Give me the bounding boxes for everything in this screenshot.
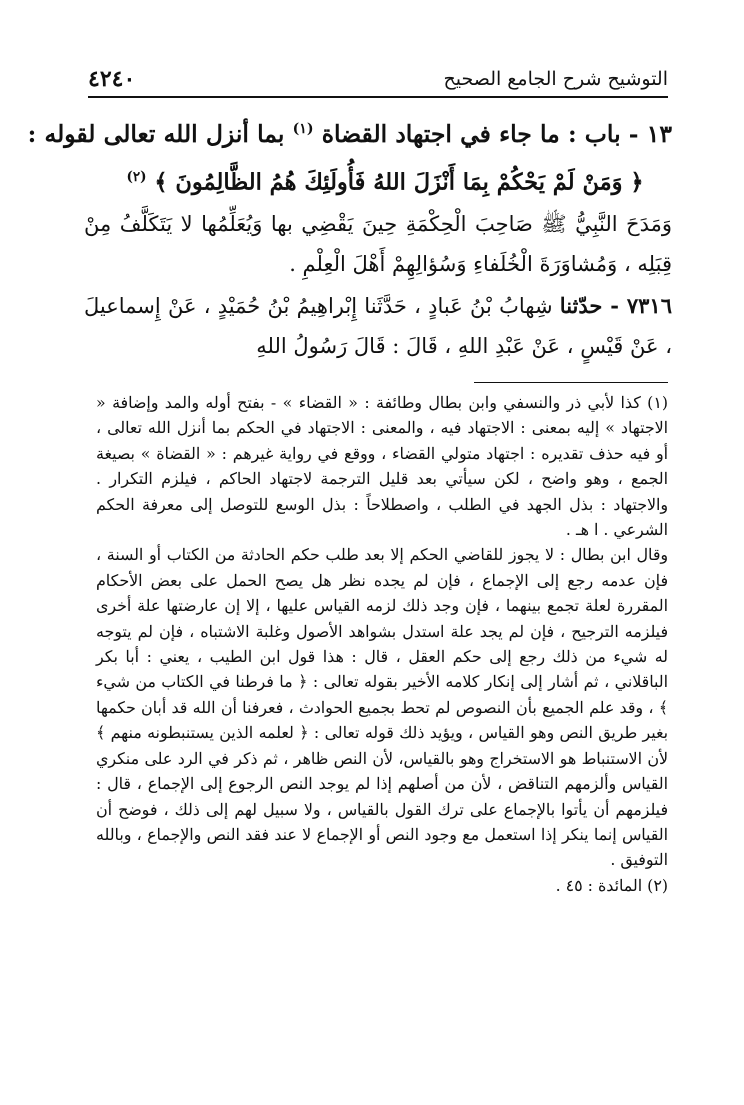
chapter-heading (27, 108, 672, 155)
footnote-ref-1: (١) (292, 121, 314, 137)
main-text (27, 108, 672, 366)
chapter-heading-tail: بما أنزل الله تعالى لقوله : (27, 119, 285, 148)
header-divider (88, 96, 668, 98)
hadith-paragraph (84, 286, 672, 366)
footnote-1: (١) كذا لأبي ذر والنسفي وابن بطال وطائفة : « القضاء » - بفتح أوله والمد وإضافة « الاجتهاد » إليه بمعنى : الاجتهاد فيه ، والمعنى : الاجتهاد في الحكم بما أنزل الله تعالى ، أو فيه حذف تقديره : اجتهاد متولي القضاء ، ووقع في رواية غيرهم : « القضاة » بصيغة الجمع ، وهو واضح ، لكن سيأتي بعد قليل الترجمة لاجتهاد الحاكم ، فيلزم التكرار . والاجتهاد : بذل الجهد في الطلب ، واصطلاحاً : بذل الوسع للتوصل إلى معرفة الحكم الشرعي . ا هـ . (96, 393, 668, 540)
hadith-chain: شِهابُ بْنُ عَبادٍ ، حَدَّثَنا إِبْراهِيمُ بْنُ حُمَيْدٍ ، عَنْ إِسماعيلَ ، عَنْ قَيْسٍ ، عَنْ عَبْدِ اللهِ ، قَالَ : قَالَ رَسُولُ اللهِ (84, 294, 672, 359)
footnotes (96, 390, 668, 898)
page-header (88, 62, 668, 92)
footnote-2: (٢) المائدة : ٤٥ . (555, 875, 668, 895)
page-number: ٤٢٤٠ (88, 66, 136, 92)
quran-verse (84, 155, 672, 205)
running-title: التوشيح شرح الجامع الصحيح (443, 68, 668, 90)
hadith-number: ٧٣١٦ - حدّثنا (559, 293, 672, 319)
footnote-ref-2: (٢) (126, 168, 147, 185)
chapter-paragraph: وَمَدَحَ النَّبِيُّ ﷺ صَاحِبَ الْحِكْمَةِ حِينَ يَقْضِي بها وَيُعَلِّمُها لا يَتَكَلَّفُ مِنْ قِبَلِه ، وَمُشاوَرَةَ الْخُلَفاءِ وَسُؤالِهِمْ أَهْلَ الْعِلْمِ . (84, 212, 672, 277)
chapter-heading-title: ١٣ - باب : ما جاء في اجتهاد القضاة (321, 119, 672, 148)
footnote-1-continued: وقال ابن بطال : لا يجوز للقاضي الحكم إلا بعد طلب حكم الحادثة من الكتاب أو السنة ، فإن عدمه رجع إلى الإجماع ، فإن لم يجده نظر هل يصح الحمل على بعض الأحكام المقررة لعلة تجمع بينهما ، فإن وجد ذلك لزمه القياس عليها ، إلا إن عارضتها علة أخرى فيلزمه الترجيح ، فإن لم يجد علة استدل بشواهد الأصول وغلبة الاشتباه ، فإن لم يتوجه له شيء من ذلك رجع إلى حكم العقل ، قال : هذا قول ابن الطيب ، يعني : أبا بكر الباقلاني ، ثم أشار إلى إنكار كلامه الأخير بقوله تعالى : ﴿ ما فرطنا في الكتاب من شيء ﴾ ، وقد علم الجميع بأن النصوص لم تحط بجميع الحوادث ، فعرفنا أن الله قد أبان حكمها بغير طريق النص وهو القياس ، ويؤيد ذلك قوله تعالى : ﴿ لعلمه الذين يستنبطونه منهم ﴾ لأن الاستنباط هو الاستخراج وهو بالقياس، لأن النص ظاهر ، ثم ذكر في الرد على منكري القياس وألزمهم التناقض ، لأن من أصلهم إذا لم يوجد النص الرجوع إلى الإجماع ، قال : فيلزمهم أن يأتوا بالإجماع على ترك القول بالقياس ، ولا سبيل لهم إلى ذلك ، فوضح أن القياس إنما ينكر إذا استعمل مع وجود النص أو الإجماع لا عند فقد النص والإجماع ، وبالله التوفيق . (96, 545, 668, 870)
footnote-divider (474, 382, 668, 383)
verse-text: ﴿ وَمَنْ لَمْ يَحْكُمْ بِمَا أَنْزَلَ اللهُ فَأُولَئِكَ هُمُ الظَّالِمُونَ ﴾ (154, 169, 644, 196)
